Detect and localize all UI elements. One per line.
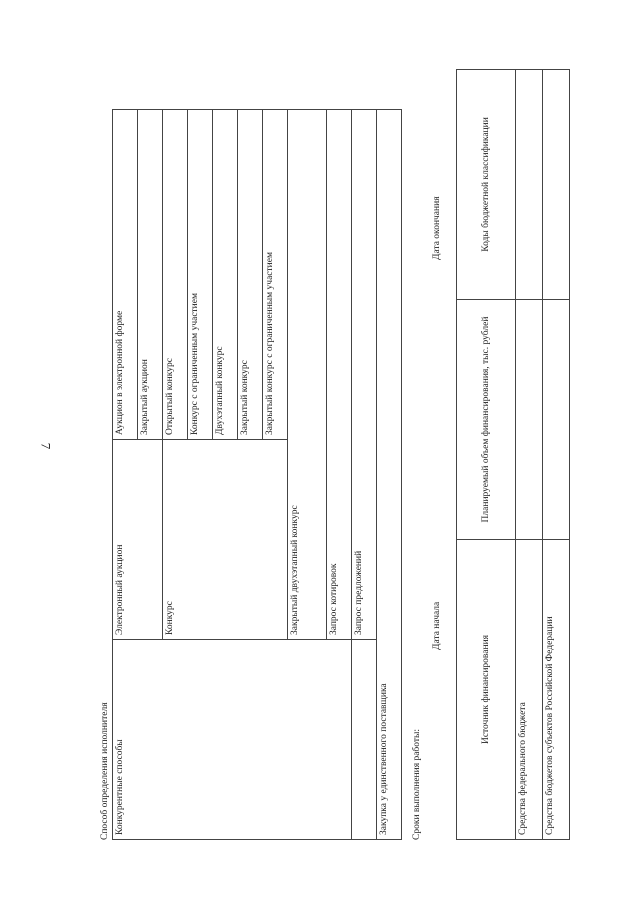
limited-contest-cell: Конкурс с ограниченным участием <box>188 110 213 440</box>
contest-cell: Конкурс <box>163 440 288 640</box>
electronic-auction-cell: Электронный аукцион <box>113 440 163 640</box>
header-codes: Коды бюджетной классификации <box>457 70 516 300</box>
open-contest-cell: Открытый конкурс <box>163 110 188 440</box>
page-number: 7 <box>38 442 54 450</box>
closed-auction-cell: Закрытый аукцион <box>138 110 163 440</box>
header-volume: Планируемый объем финансирования, тыс. рублей <box>457 300 516 540</box>
proposals-request-cell: Запрос предложений <box>352 110 377 640</box>
closed-two-stage-contest-cell: Закрытый двухэтапный конкурс <box>288 110 327 640</box>
closed-contest-cell: Закрытый конкурс <box>238 110 263 440</box>
row-federal-codes <box>516 70 543 300</box>
closed-limited-contest-cell: Закрытый конкурс с ограниченным участием <box>263 110 288 440</box>
header-source: Источник финансирования <box>457 540 516 840</box>
row-federal-budget: Средства федерального бюджета <box>516 540 543 840</box>
row-regional-budget: Средства бюджетов субъектов Российской Федерации <box>543 540 570 840</box>
section-title-deadlines: Сроки выполнения работы: <box>412 728 422 840</box>
quotes-request-cell: Запрос котировок <box>327 110 352 640</box>
funding-table <box>456 69 570 840</box>
executor-method-table <box>112 109 402 840</box>
single-supplier-cell: Закупка у единственного поставщика <box>377 110 402 840</box>
rotated-page-content <box>100 40 640 840</box>
section-title-executor-method: Способ определения исполнителя <box>100 702 110 840</box>
end-date-label: Дата окончания <box>432 196 442 260</box>
row-federal-volume <box>516 300 543 540</box>
two-stage-contest-cell: Двухэтапный конкурс <box>213 110 238 440</box>
row-regional-volume <box>543 300 570 540</box>
competitive-methods-cell: Конкурентные способы <box>113 640 352 840</box>
row-regional-codes <box>543 70 570 300</box>
start-date-label: Дата начала <box>432 601 442 650</box>
blank-cell <box>352 640 377 840</box>
auction-electronic-form-cell: Аукцион в электронной форме <box>113 110 138 440</box>
